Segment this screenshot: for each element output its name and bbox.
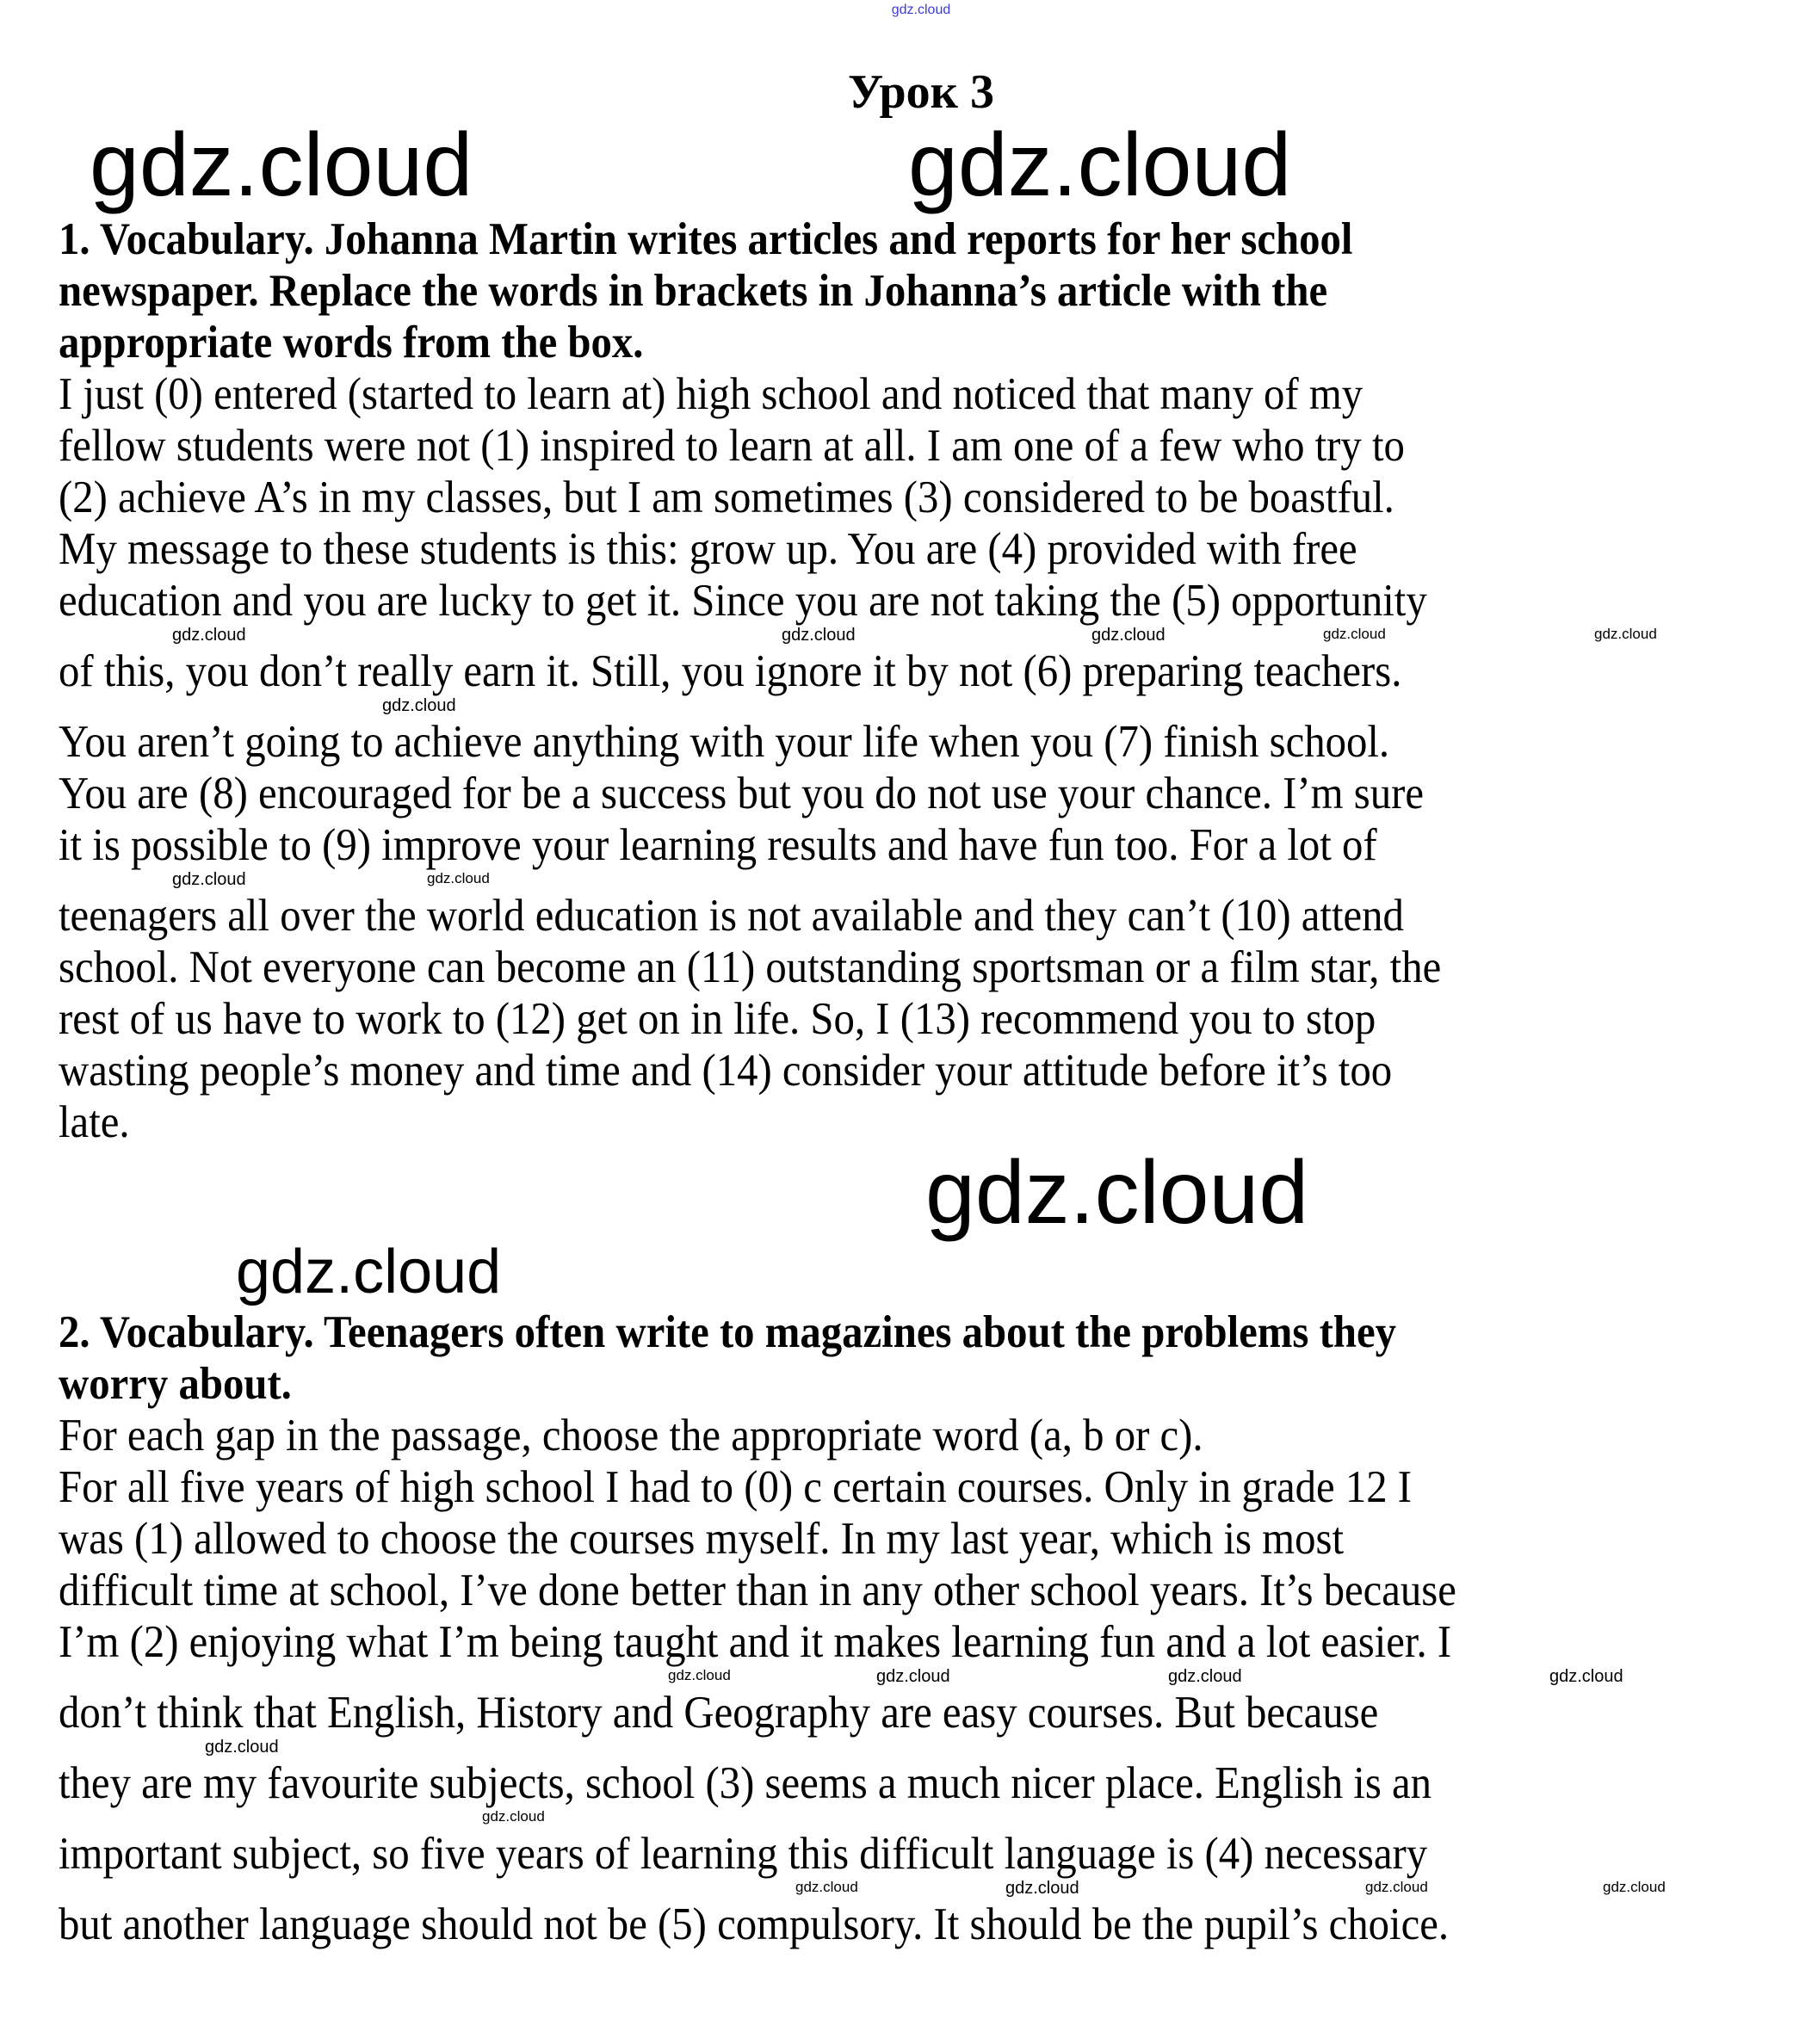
text-line: teenagers all over the world education is not available and they can’t (10) attend [59, 891, 1404, 941]
watermark-gap [59, 1880, 1784, 1899]
text-line: education and you are lucky to get it. Since you are not taking the (5) opportunity [59, 576, 1427, 626]
watermark: gdz.cloud [1603, 1879, 1666, 1895]
exercise-2-heading [59, 1306, 1784, 1410]
text-line: difficult time at school, I’ve done better than in any other school years. It’s because [59, 1565, 1456, 1615]
exercise-2-heading-line: worry about. [59, 1359, 292, 1409]
watermark: gdz.cloud [382, 696, 456, 715]
text-line: For all five years of high school I had to (0) c certain courses. Only in grade 12 I [59, 1462, 1413, 1512]
text-line: You are (8) encouraged for be a success but you do not use your chance. I’m sure [59, 769, 1425, 818]
exercise-1-heading-line: newspaper. Replace the words in brackets in Johanna’s article with the [59, 266, 1328, 316]
text-line: of this, you don’t really earn it. Still, you ignore it by not (6) preparing teachers. [59, 646, 1402, 696]
watermark: gdz.cloud [172, 870, 246, 889]
watermark: gdz.cloud [795, 1879, 858, 1895]
watermark: gdz.cloud [1168, 1667, 1242, 1686]
watermark: gdz.cloud [925, 1143, 1309, 1243]
exercise-1-text [59, 368, 1784, 1148]
text-line: was (1) allowed to choose the courses myself. In my last year, which is most [59, 1514, 1345, 1564]
text-line: late. [59, 1097, 130, 1147]
watermark: gdz.cloud [1323, 626, 1386, 642]
text-line: it is possible to (9) improve your learning results and have fun too. For a lot of [59, 820, 1377, 870]
text-line: important subject, so five years of learning this difficult language is (4) necessary [59, 1829, 1428, 1879]
text-line: My message to these students is this: grow up. You are (4) provided with free [59, 524, 1357, 574]
text-line: fellow students were not (1) inspired to learn at all. I am one of a few who try to [59, 421, 1405, 471]
exercise-2-instruction: For each gap in the passage, choose the appropriate word (a, b or c). [59, 1411, 1203, 1460]
watermark: gdz.cloud [482, 1808, 545, 1825]
text-line: wasting people’s money and time and (14) consider your attitude before it’s too [59, 1046, 1393, 1096]
site-mark[interactable]: gdz.cloud [891, 3, 951, 17]
watermark: gdz.cloud [1594, 626, 1657, 642]
watermark: gdz.cloud [1549, 1667, 1623, 1686]
watermark-gap [59, 697, 1784, 716]
watermark: gdz.cloud [668, 1667, 731, 1683]
watermark: gdz.cloud [427, 870, 490, 886]
watermark-gap [59, 627, 1784, 645]
watermark: gdz.cloud [908, 115, 1292, 215]
watermark: gdz.cloud [782, 626, 856, 645]
text-line: I just (0) entered (started to learn at) high school and noticed that many of my [59, 369, 1364, 419]
watermark: gdz.cloud [90, 115, 473, 215]
watermark: gdz.cloud [236, 1238, 502, 1306]
watermark: gdz.cloud [205, 1738, 279, 1757]
text-line: don’t think that English, History and Geography are easy courses. But because [59, 1688, 1379, 1738]
lesson-title: Урок 3 [848, 65, 994, 119]
exercise-1-heading [59, 213, 1784, 368]
watermark-row [59, 115, 1784, 215]
text-line: I’m (2) enjoying what I’m being taught and it makes learning fun and a lot easier. I [59, 1617, 1452, 1667]
exercise-1-heading-line: 1. Vocabulary. Johanna Martin writes articles and reports for her school [59, 214, 1353, 264]
text-line: but another language should not be (5) compulsory. It should be the pupil’s choice. [59, 1899, 1450, 1949]
watermark: gdz.cloud [1091, 626, 1166, 645]
text-line: school. Not everyone can become an (11) outstanding sportsman or a film star, the [59, 942, 1442, 992]
watermark: gdz.cloud [876, 1667, 950, 1686]
watermark-gap [59, 1809, 1784, 1828]
exercise-1-heading-line: appropriate words from the box. [59, 318, 644, 367]
text-line: they are my favourite subjects, school (3) seems a much nicer place. English is an [59, 1758, 1432, 1808]
watermark-row [59, 1238, 1784, 1306]
watermark-gap [59, 871, 1784, 890]
watermark-gap [59, 1668, 1784, 1687]
watermark: gdz.cloud [1365, 1879, 1428, 1895]
watermark: gdz.cloud [1005, 1879, 1079, 1898]
text-line: You aren’t going to achieve anything with your life when you (7) finish school. [59, 717, 1390, 767]
watermark: gdz.cloud [172, 626, 246, 645]
text-line: rest of us have to work to (12) get on in life. So, I (13) recommend you to stop [59, 994, 1376, 1044]
exercise-2-heading-line: 2. Vocabulary. Teenagers often write to magazines about the problems they [59, 1307, 1396, 1357]
watermark-gap [59, 1738, 1784, 1757]
watermark-row [59, 1143, 1784, 1243]
exercise-2-text [59, 1461, 1784, 1950]
text-line: (2) achieve A’s in my classes, but I am sometimes (3) considered to be boastful. [59, 472, 1394, 522]
